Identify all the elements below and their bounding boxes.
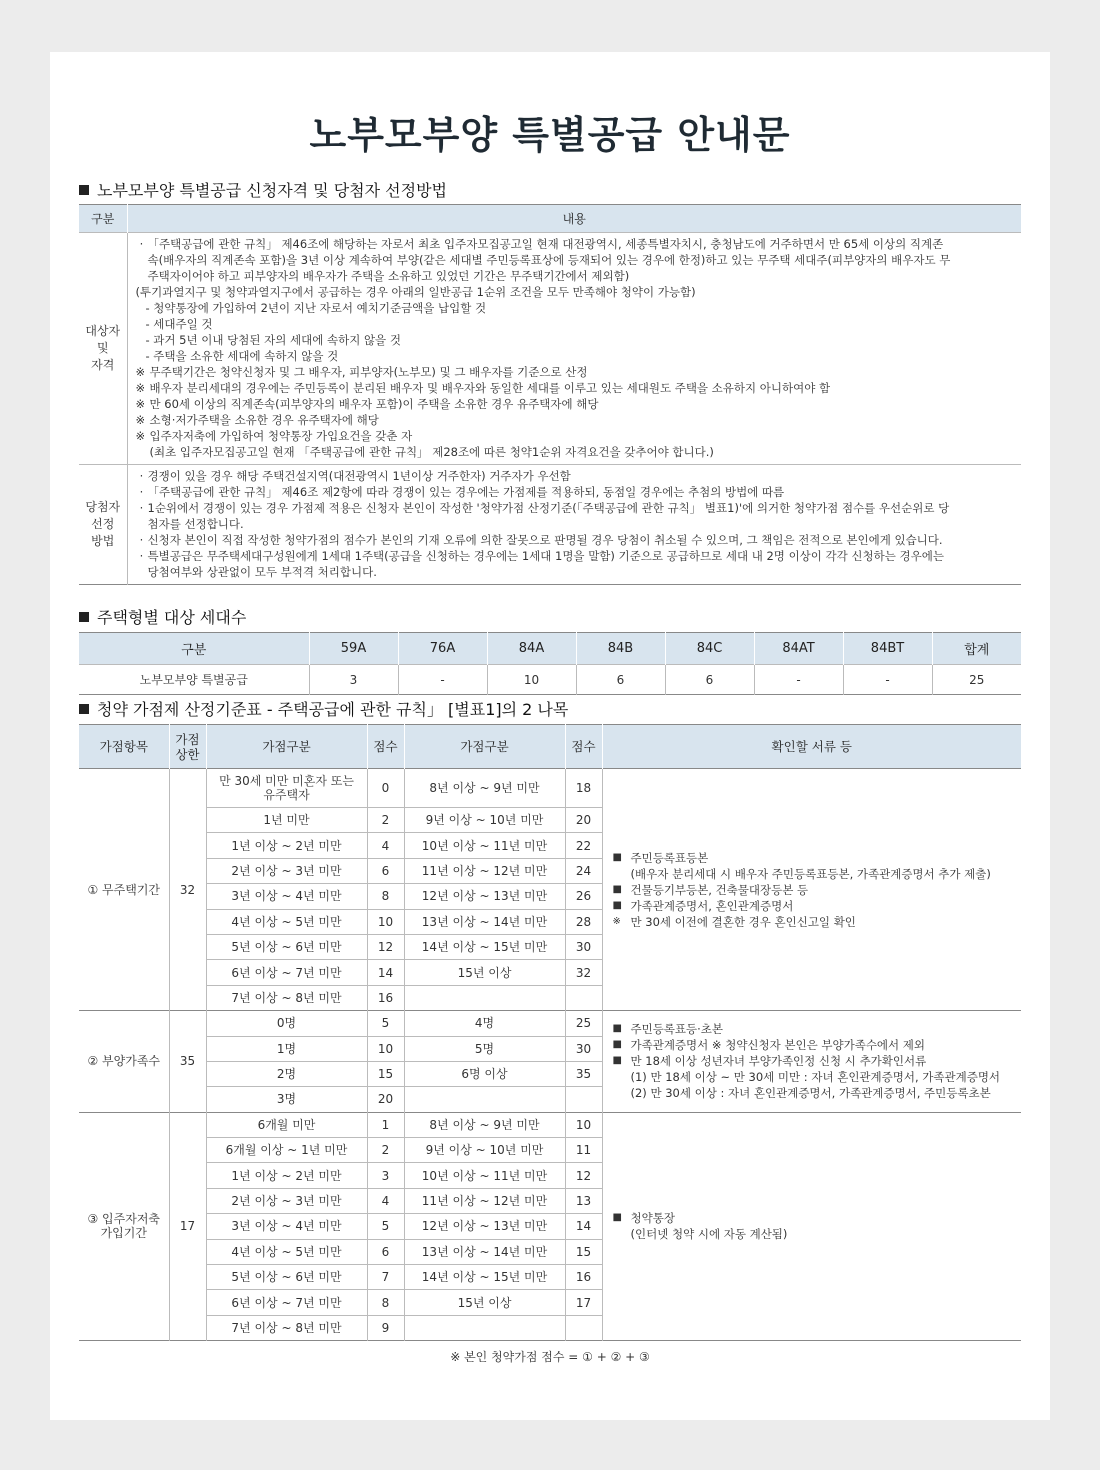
note-mark: ※ — [135, 429, 146, 443]
condition-item: - 청약통장에 가입하여 2년이 지난 자로서 예치기준금액을 납입할 것 — [145, 301, 487, 315]
row-label-line: 대상자 — [85, 324, 121, 338]
note-line — [136, 396, 1016, 412]
points-range: 3명 — [206, 1087, 367, 1112]
points-score: 22 — [565, 833, 602, 858]
text-line: 첨자를 선정합니다. — [147, 517, 244, 531]
text-line: 특별공급은 무주택세대구성원에게 1세대 1주택(공급을 신청하는 경우에는 1세대 1명을 말함) 기준으로 공급하므로 세대 내 2명 이상이 각각 신청하는 경우에는 — [147, 549, 944, 563]
document-page — [50, 52, 1050, 1420]
points-score: 14 — [565, 1214, 602, 1239]
bullet-paragraph — [136, 532, 1016, 548]
document-text: 만 30세 이전에 결혼한 경우 혼인신고일 확인 — [630, 914, 856, 929]
text-line: 신청자 본인이 직접 작성한 청약가점의 점수가 본인의 기재 오류에 의한 잘못으로 판명될 경우 당첨이 취소될 수 있으며, 그 책임은 전적으로 본인에게 있습니다. — [147, 533, 943, 547]
bullet-text — [148, 484, 1016, 500]
points-score: 20 — [367, 1087, 404, 1112]
bullet-text — [148, 500, 1016, 532]
points-range: 2년 이상 ~ 3년 미만 — [206, 858, 367, 883]
note-mark — [613, 1226, 631, 1242]
column-header: 59A — [309, 633, 398, 665]
document-text: 주민등록표등본 — [630, 850, 709, 865]
document-text: 가족관계증명서 ※ 청약신청자 본인은 부양가족수에서 제외 — [630, 1038, 926, 1053]
table-cell: 노부모부양 특별공급 — [79, 665, 309, 695]
condition-item: - 세대주일 것 — [145, 317, 213, 331]
column-header: 확인할 서류 등 — [602, 725, 1021, 769]
text-line: 속(배우자의 직계존속 포함)을 3년 이상 계속하여 부양(같은 세대별 주민등록표상에 등재되어 있는 경우에 한정)하고 있는 무주택 세대주(피부양자의 배우자도 무 — [147, 253, 951, 267]
header-category: 구분 — [79, 205, 127, 233]
points-range: 6명 이상 — [404, 1061, 565, 1086]
bullet-text — [148, 236, 1016, 284]
column-header: 점수 — [367, 725, 404, 769]
points-score: 15 — [367, 1061, 404, 1086]
document-line — [613, 882, 1018, 898]
row-label-line: 방법 — [91, 534, 115, 548]
table-cell: 6 — [665, 665, 754, 695]
square-bullet-icon: ■ — [612, 1055, 622, 1067]
bullet-mark: · — [139, 485, 144, 499]
points-range: 15년 이상 — [404, 960, 565, 985]
required-documents — [602, 769, 1021, 1011]
points-score: 35 — [565, 1061, 602, 1086]
points-score: 24 — [565, 858, 602, 883]
note-line — [136, 412, 1016, 428]
points-score — [565, 985, 602, 1010]
points-score: 12 — [367, 934, 404, 959]
table-row — [79, 665, 1021, 695]
points-range: 8년 이상 ~ 9년 미만 — [404, 1112, 565, 1137]
points-score: 5 — [367, 1011, 404, 1036]
row-label-eligibility — [79, 233, 127, 465]
points-score: 10 — [367, 1036, 404, 1061]
points-range: 2년 이상 ~ 3년 미만 — [206, 1188, 367, 1213]
square-bullet-icon — [79, 704, 89, 714]
points-range: 7년 이상 ~ 8년 미만 — [206, 1315, 367, 1340]
points-max: 35 — [169, 1011, 206, 1113]
points-score: 32 — [565, 960, 602, 985]
points-range: 4년 이상 ~ 5년 미만 — [206, 909, 367, 934]
column-header: 가점구분 — [404, 725, 565, 769]
document-text: (2) 만 30세 이상 : 자녀 혼인관계증명서, 가족관계증명서, 주민등록초본 — [630, 1086, 991, 1101]
bullet-mark: · — [139, 501, 144, 515]
note-mark — [613, 1069, 631, 1085]
points-score: 6 — [367, 1239, 404, 1264]
points-range: 12년 이상 ~ 13년 미만 — [404, 884, 565, 909]
eligibility-content — [127, 233, 1021, 465]
square-bullet-icon: ■ — [612, 851, 622, 863]
points-score: 26 — [565, 884, 602, 909]
column-header: 84A — [487, 633, 576, 665]
table-cell: 10 — [487, 665, 576, 695]
table-row — [79, 465, 1021, 585]
bullet-mark: · — [139, 549, 144, 563]
bullet-text — [148, 468, 1016, 484]
points-range: 5년 이상 ~ 6년 미만 — [206, 1265, 367, 1290]
table-cell: 6 — [576, 665, 665, 695]
section-title-eligibility: 노부모부양 특별공급 신청자격 및 당첨자 선정방법 — [79, 178, 447, 201]
points-score: 15 — [565, 1239, 602, 1264]
points-score: 20 — [565, 808, 602, 833]
column-header: 가점구분 — [206, 725, 367, 769]
eligibility-table — [79, 204, 1021, 585]
points-range: 14년 이상 ~ 15년 미만 — [404, 1265, 565, 1290]
points-range — [404, 1087, 565, 1112]
text-line: 「주택공급에 관한 규칙」 제46조에 해당하는 자로서 최초 입주자모집공고일 현재 대전광역시, 세종특별자치시, 충청남도에 거주하면서 만 65세 이상의 직계존 — [147, 237, 944, 251]
note-continuation: (최초 입주자모집공고일 현재 「주택공급에 관한 규칙」 제28조에 따른 청약1순위 자격요건을 갖추어야 합니다.) — [149, 445, 714, 459]
points-range: 14년 이상 ~ 15년 미만 — [404, 934, 565, 959]
points-range: 1명 — [206, 1036, 367, 1061]
points-item-name: ① 무주택기간 — [79, 769, 169, 1011]
points-range: 5명 — [404, 1036, 565, 1061]
points-range: 6개월 미만 — [206, 1112, 367, 1137]
points-range: 1년 이상 ~ 2년 미만 — [206, 1163, 367, 1188]
document-line — [613, 1085, 1018, 1101]
note-mark — [613, 1085, 631, 1101]
note-mark: ※ — [135, 381, 146, 395]
table-cell: 25 — [932, 665, 1021, 695]
text-line: 1순위에서 경쟁이 있는 경우 가점제 적용은 신청자 본인이 작성한 '청약가점 산정기준(「주택공급에 관한 규칙」 별표1)'에 의거한 청약가점 점수를 우선순위로 당 — [147, 501, 950, 515]
selection-content — [127, 465, 1021, 585]
points-range: 9년 이상 ~ 10년 미만 — [404, 1138, 565, 1163]
note-line — [136, 380, 1016, 396]
points-range: 2명 — [206, 1061, 367, 1086]
table-row — [79, 1011, 1021, 1036]
square-bullet-icon — [79, 185, 89, 195]
points-score: 13 — [565, 1188, 602, 1213]
points-score: 17 — [565, 1290, 602, 1315]
points-score: 18 — [565, 769, 602, 808]
row-label-line: 선정 — [91, 517, 115, 531]
note-mark: ※ — [135, 365, 146, 379]
column-header: 구분 — [79, 633, 309, 665]
points-score: 0 — [367, 769, 404, 808]
points-range: 6년 이상 ~ 7년 미만 — [206, 1290, 367, 1315]
points-score: 6 — [367, 858, 404, 883]
note-mark: ※ — [135, 413, 146, 427]
points-range: 11년 이상 ~ 12년 미만 — [404, 1188, 565, 1213]
condition-item: - 과거 5년 이내 당첨된 자의 세대에 속하지 않을 것 — [145, 333, 401, 347]
points-item-name: ② 부양가족수 — [79, 1011, 169, 1113]
document-line — [613, 1210, 1018, 1226]
points-range — [404, 985, 565, 1010]
column-header: 84C — [665, 633, 754, 665]
points-score: 25 — [565, 1011, 602, 1036]
points-score: 2 — [367, 1138, 404, 1163]
column-header: 가점 상한 — [169, 725, 206, 769]
note-line — [136, 428, 1016, 444]
table-cell: 3 — [309, 665, 398, 695]
bullet-paragraph — [136, 548, 1016, 580]
document-line — [613, 1021, 1018, 1037]
points-range: 12년 이상 ~ 13년 미만 — [404, 1214, 565, 1239]
note-text: 소형·저가주택을 소유한 경우 유주택자에 해당 — [149, 413, 379, 427]
document-text: 주민등록표등·초본 — [630, 1022, 724, 1037]
points-range: 6년 이상 ~ 7년 미만 — [206, 960, 367, 985]
document-line — [613, 850, 1018, 866]
points-range: 13년 이상 ~ 14년 미만 — [404, 909, 565, 934]
total-formula-note: ※ 본인 청약가점 점수 = ① + ② + ③ — [450, 1350, 650, 1364]
points-score: 1 — [367, 1112, 404, 1137]
column-header: 84AT — [754, 633, 843, 665]
points-range: 5년 이상 ~ 6년 미만 — [206, 934, 367, 959]
points-range: 4년 이상 ~ 5년 미만 — [206, 1239, 367, 1264]
document-text: 건물등기부등본, 건축물대장등본 등 — [630, 882, 809, 897]
points-score: 2 — [367, 808, 404, 833]
points-score: 30 — [565, 1036, 602, 1061]
units-table — [79, 632, 1021, 695]
points-range: 6개월 이상 ~ 1년 미만 — [206, 1138, 367, 1163]
bullet-paragraph — [136, 468, 1016, 484]
row-label-line: 당첨자 — [85, 500, 121, 514]
points-score: 11 — [565, 1138, 602, 1163]
points-range: 10년 이상 ~ 11년 미만 — [404, 833, 565, 858]
document-text: 만 18세 이상 성년자녀 부양가족인정 신청 시 추가확인서류 — [630, 1054, 927, 1069]
points-score: 7 — [367, 1265, 404, 1290]
required-documents — [602, 1011, 1021, 1113]
points-range: 15년 이상 — [404, 1290, 565, 1315]
note-text: 만 60세 이상의 직계존속(피부양자의 배우자 포함)이 주택을 소유한 경우 유주택자에 해당 — [149, 397, 599, 411]
document-line — [613, 1053, 1018, 1069]
document-text: (인터넷 청약 시에 자동 계산됨) — [630, 1227, 788, 1242]
points-score: 8 — [367, 884, 404, 909]
document-text: 청약통장 — [630, 1211, 675, 1226]
row-label-selection — [79, 465, 127, 585]
text-line: 주택자이어야 하고 피부양자의 배우자가 주택을 소유하고 있었던 기간은 무주택기간에서 제외함) — [147, 269, 630, 283]
document-line — [613, 866, 1018, 882]
bullet-paragraph — [136, 484, 1016, 500]
points-range: 13년 이상 ~ 14년 미만 — [404, 1239, 565, 1264]
square-bullet-icon: ■ — [612, 1023, 622, 1035]
bullet-mark: · — [139, 533, 144, 547]
table-cell: - — [843, 665, 932, 695]
points-item-name: ③ 입주자저축 가입기간 — [79, 1112, 169, 1341]
document-line — [613, 898, 1018, 914]
points-score: 10 — [565, 1112, 602, 1137]
table-row — [79, 233, 1021, 465]
points-range: 9년 이상 ~ 10년 미만 — [404, 808, 565, 833]
points-score: 28 — [565, 909, 602, 934]
points-range: 0명 — [206, 1011, 367, 1036]
note-line — [136, 364, 1016, 380]
note-mark — [613, 866, 631, 882]
document-text: (배우자 분리세대 시 배우자 주민등록표등본, 가족관계증명서 추가 제출) — [630, 866, 991, 881]
bullet-mark: · — [139, 469, 144, 483]
note-text: 무주택기간은 청약신청자 및 그 배우자, 피부양자(노부모) 및 그 배우자를 기준으로 산정 — [149, 365, 588, 379]
points-score — [565, 1087, 602, 1112]
table-row — [79, 769, 1021, 808]
points-score: 5 — [367, 1214, 404, 1239]
square-bullet-icon: ■ — [612, 899, 622, 911]
column-header: 84BT — [843, 633, 932, 665]
note-text: 입주자저축에 가입하여 청약통장 가입요건을 갖춘 자 — [149, 429, 413, 443]
note-mark: ※ — [135, 397, 146, 411]
points-range: 11년 이상 ~ 12년 미만 — [404, 858, 565, 883]
bullet-paragraph — [136, 236, 1016, 284]
row-label-line: 자격 — [91, 358, 115, 372]
document-text: (1) 만 18세 이상 ~ 만 30세 미만 : 자녀 혼인관계증명서, 가족관계증명서 — [630, 1070, 1001, 1085]
column-header: 76A — [398, 633, 487, 665]
page-title: 노부모부양 특별공급 안내문 — [309, 113, 791, 157]
points-table — [79, 724, 1021, 1341]
points-score: 9 — [367, 1315, 404, 1340]
bullet-text — [148, 548, 1016, 580]
points-range: 8년 이상 ~ 9년 미만 — [404, 769, 565, 808]
square-bullet-icon — [79, 612, 89, 622]
section-title-units: 주택형별 대상 세대수 — [79, 605, 246, 628]
points-score: 16 — [565, 1265, 602, 1290]
document-line — [613, 1037, 1018, 1053]
points-range: 1년 미만 — [206, 808, 367, 833]
column-header: 점수 — [565, 725, 602, 769]
points-range: 3년 이상 ~ 4년 미만 — [206, 884, 367, 909]
bullet-paragraph — [136, 500, 1016, 532]
points-score: 4 — [367, 833, 404, 858]
column-header: 84B — [576, 633, 665, 665]
points-score: 14 — [367, 960, 404, 985]
bullet-mark: · — [139, 237, 144, 251]
document-line — [613, 914, 1018, 930]
points-range: 1년 이상 ~ 2년 미만 — [206, 833, 367, 858]
points-score: 4 — [367, 1188, 404, 1213]
note-text: 배우자 분리세대의 경우에는 주민등록이 분리된 배우자 및 배우자와 동일한 세대를 이루고 있는 세대원도 주택을 소유하지 아니하여야 함 — [149, 381, 831, 395]
header-content: 내용 — [127, 205, 1021, 233]
points-range: 만 30세 미만 미혼자 또는 유주택자 — [206, 769, 367, 808]
table-row — [79, 1112, 1021, 1137]
square-bullet-icon: ■ — [612, 1039, 622, 1051]
bullet-text — [148, 532, 1016, 548]
square-bullet-icon: ■ — [612, 1212, 622, 1224]
document-text: 가족관계증명서, 혼인관계증명서 — [630, 898, 794, 913]
text-line: 당첨여부와 상관없이 모두 부적격 처리합니다. — [147, 565, 377, 579]
points-score: 3 — [367, 1163, 404, 1188]
column-header: 가점항목 — [79, 725, 169, 769]
text-line: 경쟁이 있을 경우 해당 주택건설지역(대전광역시 1년이상 거주한자) 거주자가 우선함 — [147, 469, 571, 483]
points-score: 8 — [367, 1290, 404, 1315]
document-line — [613, 1226, 1018, 1242]
points-score: 12 — [565, 1163, 602, 1188]
points-max: 17 — [169, 1112, 206, 1341]
row-label-line: 및 — [96, 341, 109, 355]
points-score: 10 — [367, 909, 404, 934]
section-title-points: 청약 가점제 산정기준표 - 주택공급에 관한 규칙」 [별표1]의 2 나목 — [79, 697, 568, 720]
condition-intro: (투기과열지구 및 청약과열지구에서 공급하는 경우 아래의 일반공급 1순위 조건을 모두 만족해야 청약이 가능함) — [135, 285, 696, 299]
text-line: 「주택공급에 관한 규칙」 제46조 제2항에 따라 경쟁이 있는 경우에는 가점제를 적용하되, 동점일 경우에는 추첨의 방법에 따름 — [147, 485, 785, 499]
points-range: 7년 이상 ~ 8년 미만 — [206, 985, 367, 1010]
note-mark: ※ — [612, 915, 621, 927]
required-documents — [602, 1112, 1021, 1341]
points-score: 30 — [565, 934, 602, 959]
points-range — [404, 1315, 565, 1340]
points-max: 32 — [169, 769, 206, 1011]
document-line — [613, 1069, 1018, 1085]
points-range: 4명 — [404, 1011, 565, 1036]
points-score — [565, 1315, 602, 1340]
points-score: 16 — [367, 985, 404, 1010]
points-range: 3년 이상 ~ 4년 미만 — [206, 1214, 367, 1239]
square-bullet-icon: ■ — [612, 883, 622, 895]
points-range: 10년 이상 ~ 11년 미만 — [404, 1163, 565, 1188]
condition-item: - 주택을 소유한 세대에 속하지 않을 것 — [145, 349, 339, 363]
table-cell: - — [398, 665, 487, 695]
column-header: 합계 — [932, 633, 1021, 665]
table-cell: - — [754, 665, 843, 695]
